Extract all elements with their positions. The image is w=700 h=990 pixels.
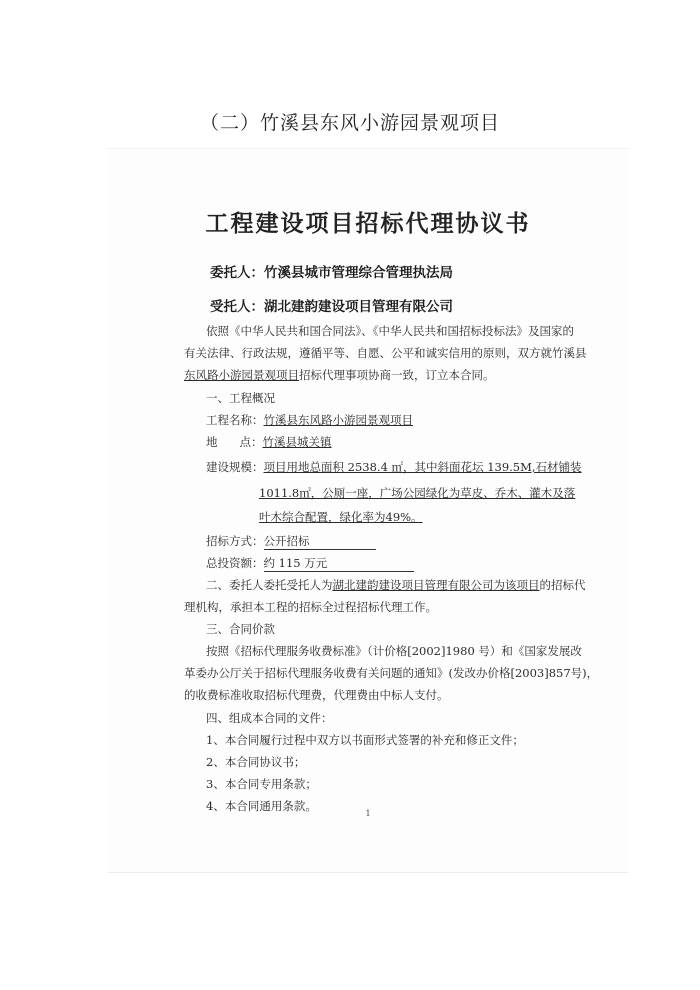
- section-3-title: 三、合同价款: [206, 622, 275, 636]
- page-heading: （二）竹溪县东风小游园景观项目: [199, 112, 500, 134]
- intro-line-3: [184, 367, 495, 383]
- section-4-item-4: 4、本合同通用条款。: [206, 799, 317, 813]
- client-name: 竹溪县城市管理综合管理执法局: [264, 265, 453, 281]
- page-number: 1: [365, 809, 371, 818]
- scanned-document: [108, 148, 628, 873]
- scale-line-2: 1011.8㎡，公厕一座，广场公园绿化为草皮、乔木、灌木及落: [259, 486, 576, 500]
- section-4-title: 四、组成本合同的文件：: [206, 711, 333, 725]
- section-4-item-1: 1、本合同履行过程中双方以书面形式签署的补充和修正文件；: [206, 733, 524, 747]
- section-2-agent-name: 湖北建韵建设项目管理有限公司为该项目: [332, 578, 540, 592]
- project-name-value: 竹溪县东风路小游园景观项目: [263, 413, 413, 427]
- section-3-line-1: 按照《招标代理服务收费标准》（计价格[2002]1980 号）和《国家发展改: [206, 644, 582, 658]
- method-row: [206, 533, 376, 550]
- agent-label: 受托人：: [210, 299, 264, 315]
- project-name-label: 工程名称：: [206, 413, 264, 427]
- scale-label: 建设规模：: [206, 460, 264, 474]
- location-label-b: 点：: [239, 435, 263, 449]
- section-2-line-2: 理机构，承担本工程的招标全过程招标代理工作。: [184, 600, 437, 614]
- document-title: 工程建设项目招标代理协议书: [205, 210, 531, 237]
- location-value: 竹溪县城关镇: [262, 435, 332, 449]
- scale-line-3: 叶木综合配置，绿化率为49%。: [259, 510, 423, 524]
- scale-line-1: 项目用地总面积 2538.4 ㎡，其中斜面花坛 139.5M,石材铺装: [263, 460, 582, 474]
- intro-line-1: 依照《中华人民共和国合同法》、《中华人民共和国招标投标法》及国家的: [206, 324, 574, 338]
- investment-value: 约 115 万元: [264, 555, 414, 572]
- investment-row: [206, 555, 414, 572]
- section-2-text-a: 二、委托人委托受托人为: [206, 578, 333, 592]
- client-label: 委托人：: [210, 265, 264, 281]
- section-4-item-2: 2、本合同协议书；: [206, 755, 306, 769]
- section-2-line-1: [206, 577, 586, 593]
- agent-line: [210, 295, 453, 315]
- client-line: [210, 261, 453, 281]
- intro-line-3-rest: 招标代理事项协商一致，订立本合同。: [299, 368, 495, 382]
- agent-name: 湖北建韵建设项目管理有限公司: [264, 299, 453, 315]
- intro-line-2: 有关法律、行政法规，遵循平等、自愿、公平和诚实信用的原则，双方就竹溪县: [184, 346, 587, 360]
- section-2-text-c: 的招标代: [539, 578, 586, 592]
- method-label: 招标方式：: [206, 534, 264, 548]
- investment-label: 总投资额：: [206, 556, 264, 570]
- location-row: [206, 434, 332, 450]
- project-name-row: [206, 412, 413, 428]
- location-label-a: 地: [206, 435, 218, 449]
- method-value: 公开招标: [264, 533, 376, 550]
- section-3-line-3: 的收费标准收取招标代理费，代理费由中标人支付。: [184, 688, 449, 702]
- scale-row-1: [206, 459, 582, 475]
- section-4-item-3: 3、本合同专用条款；: [206, 777, 317, 791]
- section-1-title: 一、工程概况: [206, 391, 275, 405]
- section-3-line-2: 革委办公厅关于招标代理服务收费有关问题的通知》(发改办价格[2003]857号)，: [184, 666, 599, 680]
- intro-project-name: 东风路小游园景观项目: [184, 368, 299, 382]
